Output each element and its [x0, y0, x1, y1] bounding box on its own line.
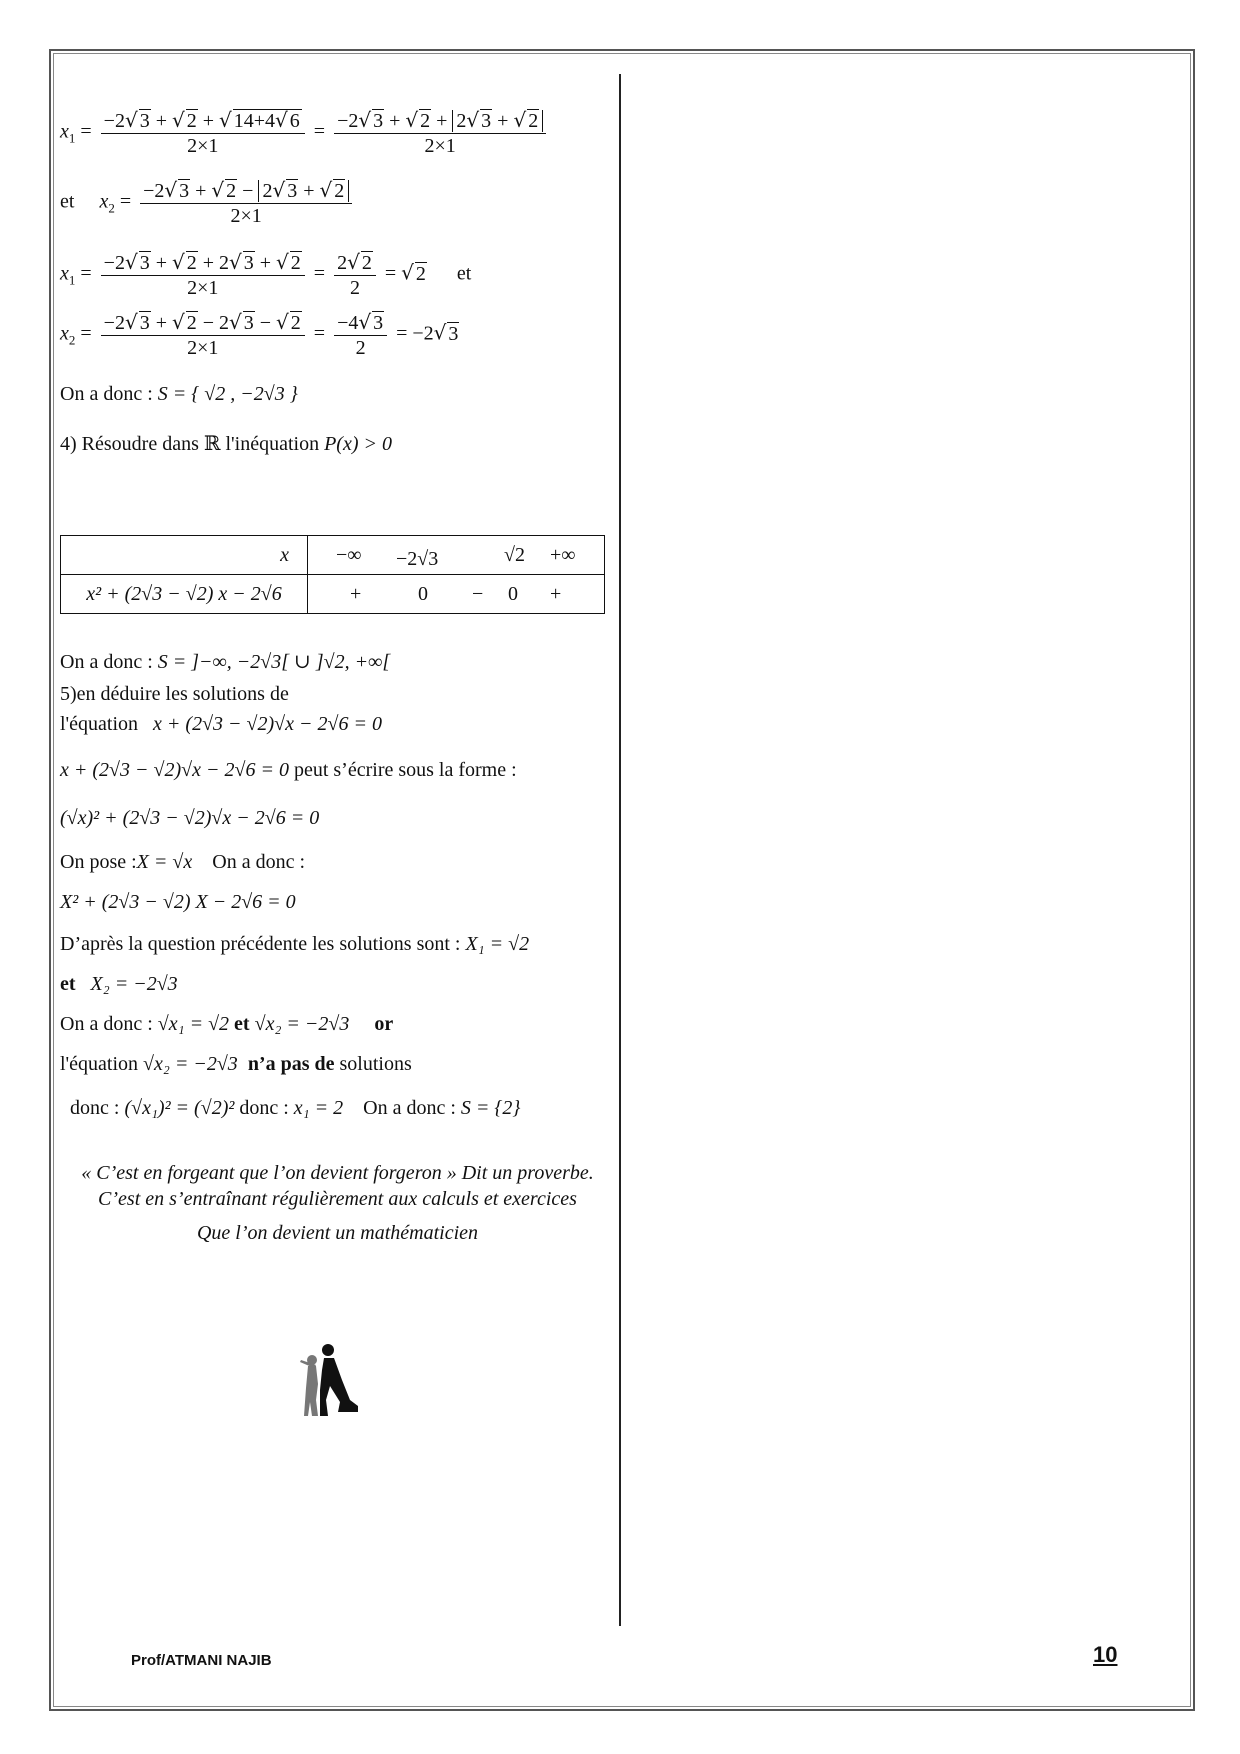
question-5-line2: l'équation x + (2√3 − √2)√x − 2√6 = 0 — [60, 713, 382, 735]
proverb-quote: « C’est en forgeant que l’on devient forgeron » Dit un proverbe. C’est en s’entraînant régulièrement aux calculs et exercices Que l’on devient un mathématicien — [81, 1162, 594, 1244]
squared-form: (√x)² + (2√3 − √2)√x − 2√6 = 0 — [60, 807, 320, 829]
substitution-line: On pose :X = √x On a donc : — [60, 851, 306, 873]
question-4: 4) Résoudre dans ℝ l'inéquation P(x) > 0 — [60, 433, 392, 455]
x1-simplified: $x_1$ = $\frac{-2√ 3 + √ 2 + 2√ 3 + √ 2}{2\times 1}$ = $\frac{2√ 2}{2}$ = √ 2 et — [60, 250, 472, 299]
solution-set-2: On a donc : S = ]−∞, −2√3[ ∪ ]√2, +∞[ — [60, 651, 391, 673]
sign-table: x −∞ −2√3 √2 +∞ x² + (2√3 − √2) x − 2√6 + 0 − 0 + — [60, 535, 605, 614]
x2-simplified: $x_2$ = $\frac{-2√ 3 + √ 2 - 2√ 3 - √ 2}{2\times 1}$ = $\frac{-4√ 3}{2}$ = −2√ 3 — [60, 310, 459, 359]
question-5-line1: 5)en déduire les solutions de — [60, 683, 289, 705]
second-root: et X₂ = −2√3 — [60, 973, 178, 995]
rewrite-line: x + (2√3 − √2)√x − 2√6 = 0 peut s’écrire sous la forme : — [60, 759, 517, 781]
sqrt-equations: On a donc : √x₁ = √2 et √x₂ = −2√3 or — [60, 1013, 394, 1035]
solution-set-1: On a donc : S = { √2 , −2√3 } — [60, 383, 298, 405]
x1-formula-line: $x_1$ = $\frac{-2√ 3 + √ 2 + √ 14+4√ 6}{2\times 1}$ = $\frac{-2√ 3 + √ 2 + 2√ 3 + √ 2}{2\times 1}$ — [60, 108, 550, 158]
page-border-inner — [53, 53, 1191, 1707]
column-divider — [619, 74, 621, 1626]
x2-formula-line: et $x_2$ = $\frac{-2√ 3 + √ 2 - 2√ 3 + √ 2}{2\times 1}$ — [60, 178, 356, 228]
quadratic-in-X: X² + (2√3 − √2) X − 2√6 = 0 — [60, 891, 296, 913]
footer-author: Prof/ATMANI NAJIB — [131, 1652, 272, 1669]
teacher-child-silhouette-icon — [300, 1340, 370, 1420]
previous-solutions: D’après la question précédente les solutions sont : X₁ = √2 — [60, 933, 530, 955]
page-number: 10 — [1093, 1642, 1118, 1667]
x2-fraction: $\frac{-2√ 3 + √ 2 - 2√ 3 + √ 2}{2\times 1}$ — [140, 178, 352, 228]
x1-fraction-b: $\frac{-2√ 3 + √ 2 + 2√ 3 + √ 2}{2\times 1}$ — [334, 108, 546, 158]
x1-fraction-a: $\frac{-2√ 3 + √ 2 + √ 14+4√ 6}{2\times 1}$ — [101, 108, 305, 158]
final-derivation: donc : (√x₁)² = (√2)² donc : x₁ = 2 On a donc : S = {2} — [70, 1097, 521, 1119]
no-solution-line: l'équation √x₂ = −2√3 n’a pas de solutions — [60, 1053, 412, 1075]
